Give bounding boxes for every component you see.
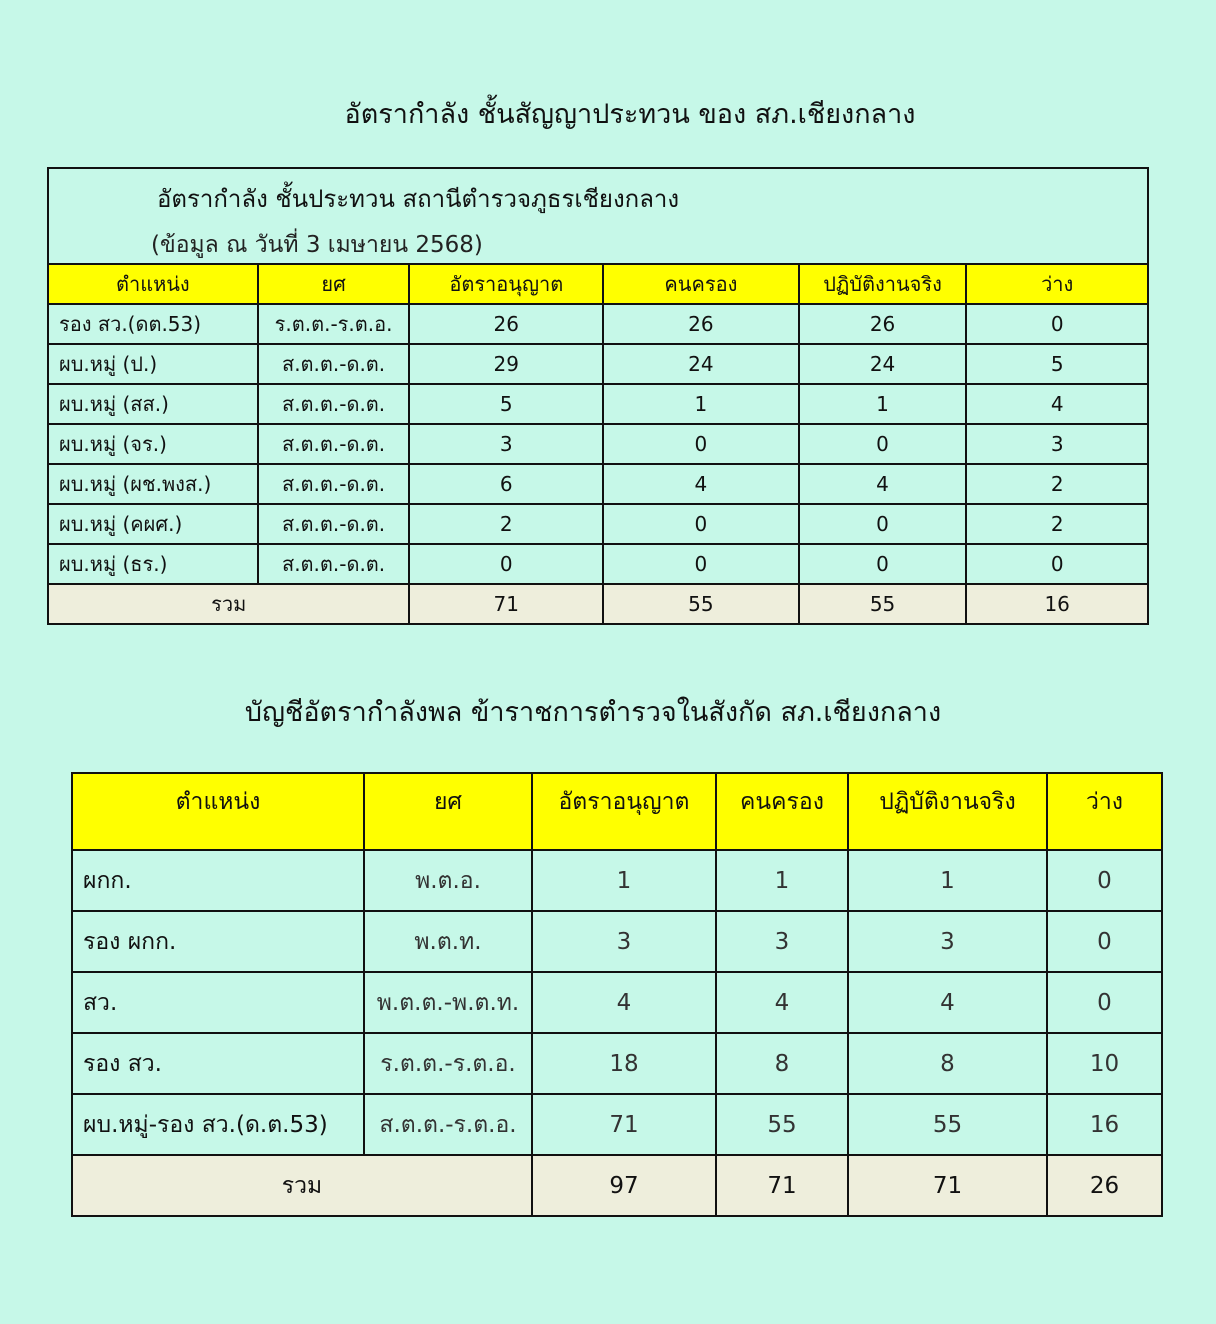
cell-rank: ร.ต.ต.-ร.ต.อ. <box>258 304 410 344</box>
cell-authorized: 5 <box>409 384 603 424</box>
nco-staffing-table <box>47 167 1149 625</box>
cell-occupied: 24 <box>603 344 799 384</box>
table-caption <box>48 168 1148 264</box>
table-row <box>48 344 1148 384</box>
cell-authorized: 3 <box>409 424 603 464</box>
cell-occupied: 1 <box>716 850 848 911</box>
cell-occupied: 3 <box>716 911 848 972</box>
header-row <box>48 264 1148 304</box>
table-row <box>48 304 1148 344</box>
cell-active: 4 <box>848 972 1047 1033</box>
cell-active: 0 <box>799 424 967 464</box>
total-label: รวม <box>72 1155 532 1216</box>
cell-rank: ส.ต.ต.-ร.ต.อ. <box>364 1094 532 1155</box>
header-position: ตำแหน่ง <box>72 773 364 850</box>
cell-vacant: 2 <box>966 504 1148 544</box>
header-row <box>72 773 1162 850</box>
cell-rank: พ.ต.ต.-พ.ต.ท. <box>364 972 532 1033</box>
cell-vacant: 0 <box>1047 850 1162 911</box>
page-title-officers: บัญชีอัตรากำลังพล ข้าราชการตำรวจในสังกัด สภ.เชียงกลาง <box>244 697 942 728</box>
cell-rank: พ.ต.ท. <box>364 911 532 972</box>
cell-rank: ส.ต.ต.-ด.ต. <box>258 544 410 584</box>
caption-title: อัตรากำลัง ชั้นประทวน สถานีตำรวจภูธรเชียงกลาง <box>157 185 680 213</box>
cell-position: สว. <box>72 972 364 1033</box>
cell-rank: ส.ต.ต.-ด.ต. <box>258 424 410 464</box>
caption-date: (ข้อมูล ณ วันที่ 3 เมษายน 2568) <box>151 232 483 258</box>
table-row <box>48 464 1148 504</box>
table-row <box>72 972 1162 1033</box>
cell-occupied: 4 <box>603 464 799 504</box>
cell-authorized: 4 <box>532 972 716 1033</box>
officer-staffing-table <box>71 772 1163 1217</box>
cell-active: 55 <box>848 1094 1047 1155</box>
cell-position: ผบ.หมู่ (สส.) <box>48 384 258 424</box>
cell-authorized: 18 <box>532 1033 716 1094</box>
cell-active: 1 <box>799 384 967 424</box>
header-position: ตำแหน่ง <box>48 264 258 304</box>
total-row <box>72 1155 1162 1216</box>
table-row <box>72 1033 1162 1094</box>
cell-authorized: 1 <box>532 850 716 911</box>
cell-rank: ส.ต.ต.-ด.ต. <box>258 344 410 384</box>
cell-rank: ส.ต.ต.-ด.ต. <box>258 464 410 504</box>
cell-position: ผบ.หมู่-รอง สว.(ด.ต.53) <box>72 1094 364 1155</box>
cell-active: 24 <box>799 344 967 384</box>
table-row <box>72 1094 1162 1155</box>
header-authorized: อัตราอนุญาต <box>532 773 716 850</box>
cell-authorized: 29 <box>409 344 603 384</box>
header-rank: ยศ <box>364 773 532 850</box>
cell-position: ผบ.หมู่ (ธร.) <box>48 544 258 584</box>
cell-active: 26 <box>799 304 967 344</box>
total-row <box>48 584 1148 624</box>
table-row <box>48 504 1148 544</box>
cell-active: 8 <box>848 1033 1047 1094</box>
cell-vacant: 10 <box>1047 1033 1162 1094</box>
cell-active: 4 <box>799 464 967 504</box>
table-row <box>72 850 1162 911</box>
cell-position: ผบ.หมู่ (จร.) <box>48 424 258 464</box>
cell-occupied: 0 <box>603 544 799 584</box>
cell-rank: พ.ต.อ. <box>364 850 532 911</box>
cell-vacant: 5 <box>966 344 1148 384</box>
header-occupied: คนครอง <box>603 264 799 304</box>
total-authorized: 97 <box>532 1155 716 1216</box>
cell-position: รอง สว.(ดต.53) <box>48 304 258 344</box>
cell-vacant: 3 <box>966 424 1148 464</box>
cell-active: 1 <box>848 850 1047 911</box>
total-occupied: 71 <box>716 1155 848 1216</box>
header-authorized: อัตราอนุญาต <box>409 264 603 304</box>
table-row <box>48 384 1148 424</box>
header-vacant: ว่าง <box>966 264 1148 304</box>
table-row <box>72 911 1162 972</box>
cell-authorized: 6 <box>409 464 603 504</box>
table-row <box>48 544 1148 584</box>
header-occupied: คนครอง <box>716 773 848 850</box>
cell-position: รอง ผกก. <box>72 911 364 972</box>
table-row <box>48 424 1148 464</box>
total-authorized: 71 <box>409 584 603 624</box>
total-active: 71 <box>848 1155 1047 1216</box>
cell-position: ผบ.หมู่ (ผช.พงส.) <box>48 464 258 504</box>
cell-position: ผบ.หมู่ (คผศ.) <box>48 504 258 544</box>
cell-occupied: 8 <box>716 1033 848 1094</box>
cell-vacant: 4 <box>966 384 1148 424</box>
header-rank: ยศ <box>258 264 410 304</box>
cell-occupied: 0 <box>603 424 799 464</box>
total-vacant: 16 <box>966 584 1148 624</box>
cell-vacant: 0 <box>1047 972 1162 1033</box>
total-vacant: 26 <box>1047 1155 1162 1216</box>
page-title-ncos: อัตรากำลัง ชั้นสัญญาประทวน ของ สภ.เชียงกลาง <box>344 99 916 130</box>
cell-authorized: 0 <box>409 544 603 584</box>
cell-occupied: 26 <box>603 304 799 344</box>
cell-position: รอง สว. <box>72 1033 364 1094</box>
cell-authorized: 3 <box>532 911 716 972</box>
cell-position: ผกก. <box>72 850 364 911</box>
cell-occupied: 55 <box>716 1094 848 1155</box>
header-active: ปฏิบัติงานจริง <box>799 264 967 304</box>
cell-rank: ส.ต.ต.-ด.ต. <box>258 504 410 544</box>
cell-authorized: 2 <box>409 504 603 544</box>
cell-active: 3 <box>848 911 1047 972</box>
cell-occupied: 4 <box>716 972 848 1033</box>
cell-authorized: 71 <box>532 1094 716 1155</box>
cell-position: ผบ.หมู่ (ป.) <box>48 344 258 384</box>
cell-vacant: 0 <box>1047 911 1162 972</box>
cell-active: 0 <box>799 544 967 584</box>
total-occupied: 55 <box>603 584 799 624</box>
cell-rank: ร.ต.ต.-ร.ต.อ. <box>364 1033 532 1094</box>
cell-active: 0 <box>799 504 967 544</box>
cell-vacant: 0 <box>966 544 1148 584</box>
cell-vacant: 16 <box>1047 1094 1162 1155</box>
cell-vacant: 0 <box>966 304 1148 344</box>
cell-rank: ส.ต.ต.-ด.ต. <box>258 384 410 424</box>
header-vacant: ว่าง <box>1047 773 1162 850</box>
cell-vacant: 2 <box>966 464 1148 504</box>
cell-authorized: 26 <box>409 304 603 344</box>
cell-occupied: 0 <box>603 504 799 544</box>
cell-occupied: 1 <box>603 384 799 424</box>
total-active: 55 <box>799 584 967 624</box>
total-label: รวม <box>48 584 409 624</box>
header-active: ปฏิบัติงานจริง <box>848 773 1047 850</box>
